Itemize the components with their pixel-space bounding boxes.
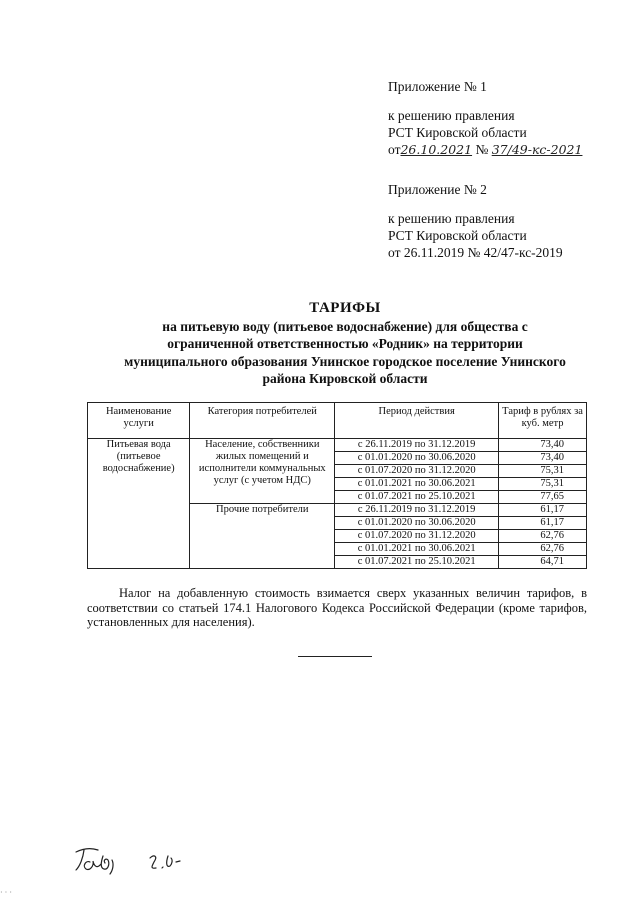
appendix-2-line1: к решению правления <box>388 211 515 226</box>
period-cell: с 01.07.2021 по 25.10.2021 <box>335 556 499 569</box>
tariff-cell: 62,76 <box>499 530 587 543</box>
tariff-cell: 64,71 <box>499 556 587 569</box>
table-row <box>88 439 587 452</box>
header-period: Период действия <box>335 403 499 439</box>
title-main: ТАРИФЫ <box>309 300 381 316</box>
tariff-cell: 62,76 <box>499 543 587 556</box>
period-cell: с 01.07.2020 по 31.12.2020 <box>335 530 499 543</box>
appendix-1-number-sign: № <box>475 142 489 157</box>
service-name-cell: Питьевая вода (питьевое водоснабжение) <box>88 439 190 569</box>
tariff-table <box>87 402 587 569</box>
appendix-1-heading: Приложение № 1 <box>388 79 487 94</box>
header-category: Категория потребителей <box>190 403 335 439</box>
appendix-2-line2: РСТ Кировской области <box>388 228 527 243</box>
handwritten-signature <box>70 842 200 876</box>
period-cell: с 26.11.2019 по 31.12.2019 <box>335 439 499 452</box>
period-cell: с 01.01.2020 по 30.06.2020 <box>335 452 499 465</box>
appendix-2-heading: Приложение № 2 <box>388 182 487 197</box>
appendix-1-handwritten-date: 26.10.2021 <box>400 142 473 157</box>
period-cell: с 01.01.2021 по 30.06.2021 <box>335 543 499 556</box>
closing-rule <box>298 656 372 657</box>
tariff-cell: 61,17 <box>499 504 587 517</box>
tariff-cell: 73,40 <box>499 439 587 452</box>
header-service: Наименование услуги <box>88 403 190 439</box>
appendix-2-block <box>388 181 563 261</box>
table-header-row <box>88 403 587 439</box>
title-line-4: района Кировской области <box>262 371 428 386</box>
category-cell-population: Население, собственники жилых помещений и исполнители коммунальных услуг (с учетом НДС) <box>190 439 335 504</box>
period-cell: с 01.01.2021 по 30.06.2021 <box>335 478 499 491</box>
tariff-cell: 75,31 <box>499 478 587 491</box>
tariff-cell: 77,65 <box>499 491 587 504</box>
tariff-cell: 73,40 <box>499 452 587 465</box>
appendix-1-block <box>388 78 582 158</box>
vat-note <box>87 586 587 630</box>
scan-edge-marks: · · · <box>0 888 12 897</box>
title-line-2: ограниченной ответственностью «Родник» на территории <box>167 336 523 351</box>
appendix-1-decision-line <box>388 141 582 158</box>
appendix-1-date-prefix: от <box>388 142 401 157</box>
header-tariff: Тариф в рублях за куб. метр <box>499 403 587 439</box>
vat-note-text: Налог на добавленную стоимость взимается сверх указанных величин тарифов, в соответствии со статьей 174.1 Налогового Кодекса Российской Федерации (кроме тарифов, установленных для населения). <box>87 586 587 629</box>
appendix-1-line2: РСТ Кировской области <box>388 125 527 140</box>
title-line-3: муниципального образования Унинское городское поселение Унинского <box>124 353 566 369</box>
appendix-1-line1: к решению правления <box>388 108 515 123</box>
period-cell: с 01.07.2021 по 25.10.2021 <box>335 491 499 504</box>
title-line-1: на питьевую воду (питьевое водоснабжение) для общества с <box>162 318 528 334</box>
appendix-1-handwritten-number: 37/49-кс-2021 <box>491 142 583 157</box>
tariff-cell: 75,31 <box>499 465 587 478</box>
appendix-2-line3: от 26.11.2019 № 42/47-кс-2019 <box>388 245 563 260</box>
period-cell: с 01.01.2020 по 30.06.2020 <box>335 517 499 530</box>
tariff-cell: 61,17 <box>499 517 587 530</box>
category-cell-other: Прочие потребители <box>190 504 335 569</box>
period-cell: с 01.07.2020 по 31.12.2020 <box>335 465 499 478</box>
document-title <box>110 300 580 388</box>
period-cell: с 26.11.2019 по 31.12.2019 <box>335 504 499 517</box>
